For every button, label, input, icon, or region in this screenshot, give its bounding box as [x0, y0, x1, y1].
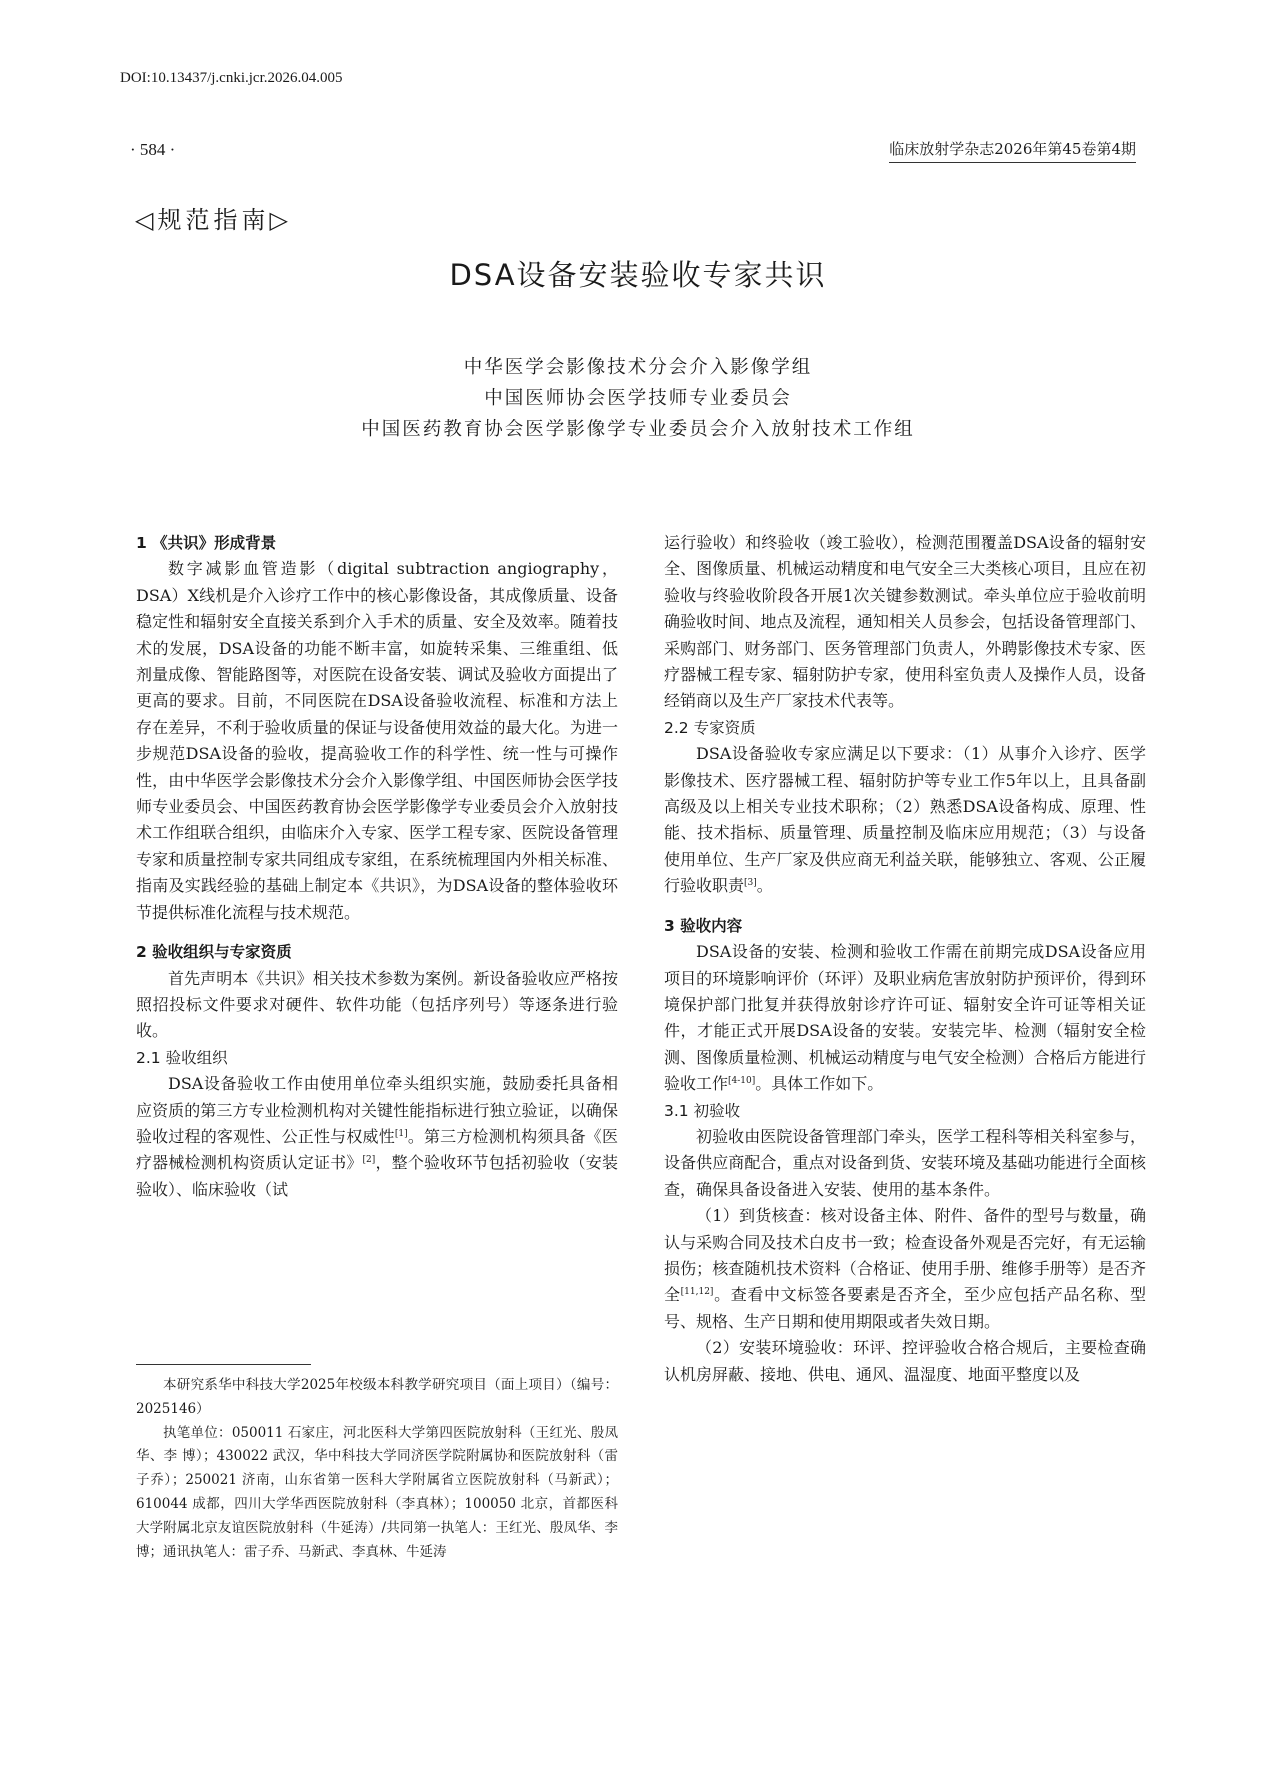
footnote-divider — [136, 1364, 311, 1365]
section-heading: 2 验收组织与专家资质 — [136, 943, 292, 962]
page-number: · 584 · — [130, 140, 176, 159]
subsection-heading: 3.1 初验收 — [664, 1101, 741, 1120]
footnote — [136, 1374, 618, 1564]
left-column — [136, 530, 618, 1203]
journal-header: 临床放射学杂志2026年第45卷第4期 — [889, 138, 1136, 163]
author-groups — [0, 352, 1276, 445]
citation[interactable]: [4-10] — [728, 1076, 756, 1087]
article-title: DSA设备安装验收专家共识 — [449, 258, 827, 292]
author-group: 中国医师协会医学技师专业委员会 — [484, 388, 792, 409]
footnote-funding: 本研究系华中科技大学2025年校级本科教学研究项目（面上项目）（编号：2025146） — [136, 1377, 618, 1417]
body-paragraph: 数字减影血管造影（digital subtraction angiography，DSA）X线机是介入诊疗工作中的核心影像设备，其成像质量、设备稳定性和辐射安全直接关系到介入手术的质量、安全及效率。随着技术的发展，DSA设备的功能不断丰富，如旋转采集、三维重组、低剂量成像、智能路图等，对医院在设备安装、调试及验收方面提出了更高的要求。目前，不同医院在DSA设备验收流程、标准和方法上存在差异，不利于验收质量的保证与设备使用效益的最大化。为进一步规范DSA设备的验收，提高验收工作的科学性、统一性与可操作性，由中华医学会影像技术分会介入影像学组、中国医师协会医学技师专业委员会、中国医药教育协会医学影像学专业委员会介入放射技术工作组联合组织，由临床介入专家、医学工程专家、医院设备管理专家和质量控制专家共同组成专家组，在系统梳理国内外相关标准、指南及实践经验的基础上制定本《共识》，为DSA设备的整体验收环节提供标准化流程与技术规范。 — [136, 559, 618, 922]
citation[interactable]: [1] — [394, 1128, 408, 1139]
footnote-affiliations: 执笔单位：050011 石家庄，河北医科大学第四医院放射科（王红光、殷凤华、李 博）；430022 武汉，华中科技大学同济医学院附属协和医院放射科（雷子乔）；250021 济南，山东省第一医科大学附属省立医院放射科（马新武）；610044 成都，四川大学华西医院放射科（李真林）；100050 北京，首都医科大学附属北京友谊医院放射科（牛延涛）/共同第一执笔人：王红光、殷凤华、李 博；通讯执笔人：雷子乔、马新武、李真林、牛延涛 — [136, 1424, 618, 1560]
body-paragraph: DSA设备验收工作由使用单位牵头组织实施，鼓励委托具备相应资质的第三方专业检测机构对关键性能指标进行独立验证，以确保验收过程的客观性、公正性与权威性[1]。第三方检测机构须具备《医疗器械检测机构资质认定证书》[2]，整个验收环节包括初验收（安装验收）、临床验收（试 — [136, 1074, 618, 1199]
body-paragraph: （1）到货核查：核对设备主体、附件、备件的型号与数量，确认与采购合同及技术白皮书一致；检查设备外观是否完好，有无运输损伤；核查随机技术资料（合格证、使用手册、维修手册等）是否齐全[11,12]。查看中文标签各要素是否齐全，至少应包括产品名称、型号、规格、生产日期和使用期限或者失效日期。 — [664, 1206, 1146, 1331]
subsection-heading: 2.2 专家资质 — [664, 718, 756, 737]
body-paragraph: （2）安装环境验收：环评、控评验收合格合规后，主要检查确认机房屏蔽、接地、供电、通风、温湿度、地面平整度以及 — [664, 1338, 1146, 1384]
right-column — [664, 530, 1146, 1388]
citation[interactable]: [3] — [744, 878, 757, 889]
section-heading: 1 《共识》形成背景 — [136, 534, 277, 552]
body-paragraph: 运行验收）和终验收（竣工验收），检测范围覆盖DSA设备的辐射安全、图像质量、机械运动精度和电气安全三大类核心项目，且应在初验收与终验收阶段各开展1次关键参数测试。牵头单位应于验收前明确验收时间、地点及流程，通知相关人员参会，包括设备管理部门、采购部门、财务部门、医务管理部门负责人，外聘影像技术专家、医疗器械工程专家、辐射防护专家，使用科室负责人及操作人员，设备经销商以及生产厂家技术代表等。 — [664, 533, 1146, 711]
author-group: 中华医学会影像技术分会介入影像学组 — [463, 357, 813, 378]
citation[interactable]: [2] — [362, 1155, 376, 1166]
body-paragraph: 首先声明本《共识》相关技术参数为案例。新设备验收应严格按照招投标文件要求对硬件、软件功能（包括序列号）等逐条进行验收。 — [136, 968, 618, 1041]
doi-text: DOI:10.13437/j.cnki.jcr.2026.04.005 — [120, 70, 343, 86]
subsection-heading: 2.1 验收组织 — [136, 1048, 228, 1067]
section-label: ◁规范指南▷ — [135, 206, 292, 234]
body-paragraph: DSA设备验收专家应满足以下要求：（1）从事介入诊疗、医学影像技术、医疗器械工程、辐射防护等专业工作5年以上，且具备副高级及以上相关专业技术职称；（2）熟悉DSA设备构成、原理、性能、技术指标、质量管理、质量控制及临床应用规范；（3）与设备使用单位、生产厂家及供应商无利益关联，能够独立、客观、公正履行验收职责[3]。 — [664, 744, 1146, 896]
body-paragraph: DSA设备的安装、检测和验收工作需在前期完成DSA设备应用项目的环境影响评价（环评）及职业病危害放射防护预评价，得到环境保护部门批复并获得放射诊疗许可证、辐射安全许可证等相关证件，才能正式开展DSA设备的安装。安装完毕、检测（辐射安全检测、图像质量检测、机械运动精度与电气安全检测）合格后方能进行验收工作[4-10]。具体工作如下。 — [664, 942, 1146, 1094]
citation[interactable]: [11,12] — [680, 1287, 714, 1298]
author-group: 中国医药教育协会医学影像学专业委员会介入放射技术工作组 — [361, 419, 915, 440]
section-heading: 3 验收内容 — [664, 916, 743, 935]
body-paragraph: 初验收由医院设备管理部门牵头，医学工程科等相关科室参与，设备供应商配合，重点对设备到货、安装环境及基础功能进行全面核查，确保具备设备进入安装、使用的基本条件。 — [664, 1126, 1146, 1199]
